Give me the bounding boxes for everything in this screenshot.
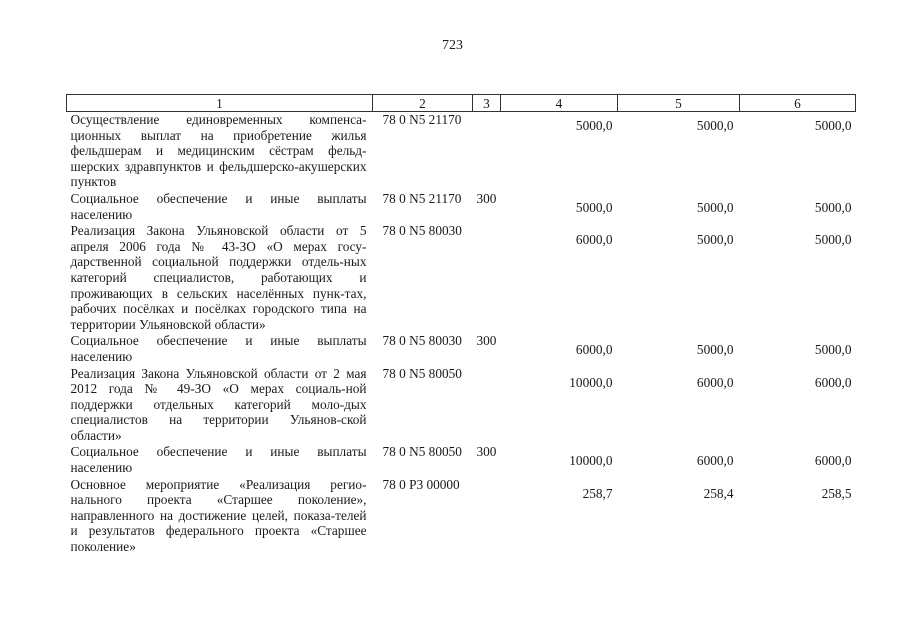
row-value-col-5: 5000,0 bbox=[696, 232, 734, 248]
row-value-col-4: 5000,0 bbox=[575, 118, 613, 133]
row-value-col-4: 6000,0 bbox=[575, 342, 613, 358]
row-name: Социальное обеспечение и иные выплаты населению bbox=[70, 444, 367, 476]
table-row bbox=[67, 366, 856, 445]
header-col-3: 3 bbox=[473, 95, 501, 112]
row-value-col-5: 5000,0 bbox=[696, 118, 734, 133]
row-value-col-4: 258,7 bbox=[582, 485, 613, 501]
table-row bbox=[67, 223, 856, 333]
row-name: Основное мероприятие «Реализация регио-нального проекта «Старшее поколение», направленного на достижение целей, показа-телей и результатов федерального проекта «Старшее поколение» bbox=[70, 476, 367, 555]
row-expense-type bbox=[473, 223, 501, 333]
row-value-col-6: 5000,0 bbox=[814, 118, 852, 133]
row-expense-type bbox=[473, 366, 501, 445]
table-row bbox=[67, 477, 856, 556]
row-target-code: 78 0 N5 21170 bbox=[382, 112, 462, 127]
row-expense-type bbox=[473, 477, 501, 556]
table-row bbox=[67, 333, 856, 365]
header-col-4: 4 bbox=[501, 95, 618, 112]
row-value-col-5: 5000,0 bbox=[696, 199, 734, 215]
row-value-col-5: 5000,0 bbox=[696, 342, 734, 358]
row-value-col-6: 6000,0 bbox=[814, 374, 852, 390]
row-target-code: 78 0 N5 80030 bbox=[382, 333, 462, 349]
row-value-col-4: 5000,0 bbox=[575, 199, 613, 215]
table-row bbox=[67, 112, 856, 191]
row-value-col-6: 6000,0 bbox=[814, 453, 852, 469]
row-value-col-4: 10000,0 bbox=[569, 453, 613, 469]
row-value-col-4: 10000,0 bbox=[569, 374, 613, 390]
row-value-col-5: 6000,0 bbox=[696, 374, 734, 390]
row-value-col-6: 5000,0 bbox=[814, 199, 852, 215]
row-value-col-6: 5000,0 bbox=[814, 232, 852, 248]
row-target-code: 78 0 N5 80050 bbox=[382, 365, 462, 381]
row-expense-type bbox=[473, 112, 501, 191]
row-value-col-6: 258,5 bbox=[821, 485, 852, 501]
row-value-col-5: 258,4 bbox=[703, 485, 734, 501]
row-value-col-6: 5000,0 bbox=[814, 342, 852, 358]
row-target-code: 78 0 P3 00000 bbox=[382, 476, 460, 492]
row-name: Реализация Закона Ульяновской области от 2 мая 2012 года № 49-ЗО «О мерах социаль-ной поддержки отдельных категорий моло-дых специалистов на территории Ульянов-ской области» bbox=[70, 365, 367, 443]
row-target-code: 78 0 N5 80030 bbox=[382, 223, 462, 239]
row-name: Социальное обеспечение и иные выплаты населению bbox=[70, 333, 367, 364]
row-expense-type: 300 bbox=[476, 333, 497, 349]
row-target-code: 78 0 N5 80050 bbox=[382, 444, 462, 460]
row-name: Осуществление единовременных компенса-ционных выплат на приобретение жилья фельдшерам и медицинским сёстрам фельд-шерских здравпунктов и фельдшерско-акушерских пунктов bbox=[70, 112, 367, 190]
row-target-code: 78 0 N5 21170 bbox=[382, 190, 462, 206]
header-col-5: 5 bbox=[618, 95, 740, 112]
page-number: 723 bbox=[442, 38, 463, 53]
header-col-2: 2 bbox=[373, 95, 473, 112]
row-expense-type: 300 bbox=[476, 444, 497, 460]
row-expense-type: 300 bbox=[476, 190, 497, 206]
row-name: Социальное обеспечение и иные выплаты населению bbox=[70, 190, 367, 222]
table-row bbox=[67, 191, 856, 223]
header-row bbox=[67, 95, 856, 112]
header-col-6: 6 bbox=[740, 95, 856, 112]
row-value-col-4: 6000,0 bbox=[575, 232, 613, 248]
row-name: Реализация Закона Ульяновской области от 5 апреля 2006 года № 43-ЗО «О мерах госу-дарственной социальной поддержки отдель-ных категорий специалистов, работающих и проживающих в сельских населённых пунк-тах, рабочих посёлках и посёлках городского типа на территории Ульяновской области» bbox=[70, 223, 367, 332]
table-body bbox=[67, 112, 856, 556]
table-row bbox=[67, 444, 856, 476]
table-header bbox=[67, 95, 856, 112]
budget-table bbox=[66, 94, 856, 556]
header-col-1: 1 bbox=[67, 95, 373, 112]
row-value-col-5: 6000,0 bbox=[696, 453, 734, 469]
